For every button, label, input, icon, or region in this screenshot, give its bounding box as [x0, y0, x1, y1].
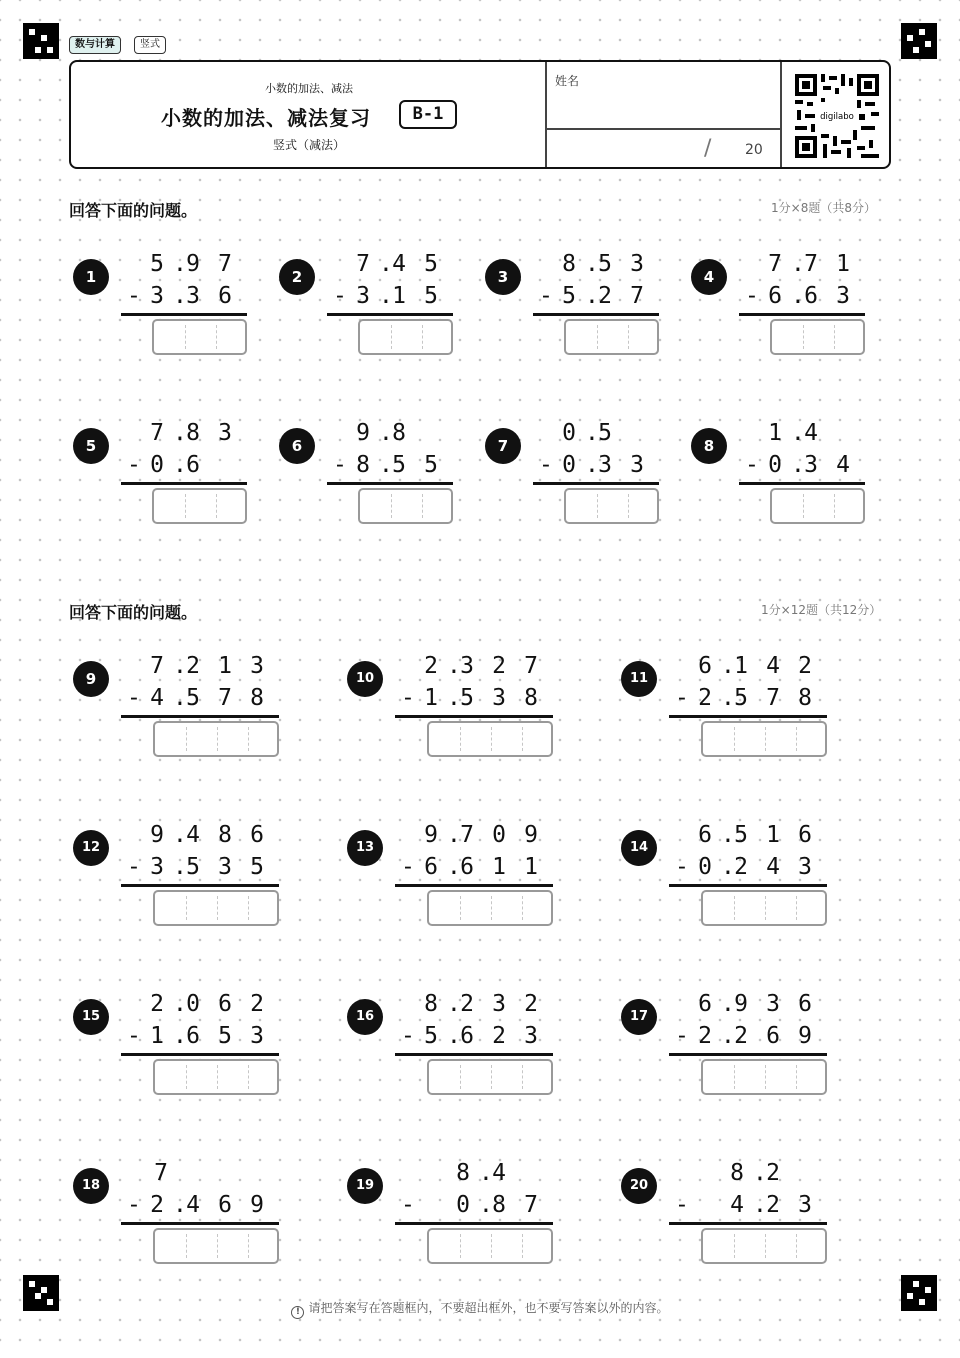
- minus-sign: -: [127, 452, 141, 478]
- minuend: 9 . 8: [356, 420, 406, 446]
- cell-divider: [803, 494, 804, 518]
- minuend: 8 . 5 3: [562, 251, 644, 277]
- problem-number: 12: [73, 830, 109, 866]
- answer-box[interactable]: [427, 1228, 553, 1264]
- answer-box[interactable]: [701, 1059, 827, 1095]
- problem-number: 6: [279, 428, 315, 464]
- minuend: 0 . 5: [562, 420, 612, 446]
- sum-line: [395, 1222, 553, 1225]
- problem-7: [485, 418, 695, 538]
- minus-sign: -: [401, 1023, 415, 1049]
- subtrahend: 3 . 3 6: [150, 283, 232, 309]
- cell-divider: [597, 494, 598, 518]
- minuend: 8 . 2: [730, 1160, 780, 1186]
- sum-line: [739, 313, 865, 316]
- cell-divider: [391, 494, 392, 518]
- subtrahend: 5 . 6 2 3: [424, 1023, 538, 1049]
- answer-box[interactable]: [701, 1228, 827, 1264]
- problem-19: [347, 1158, 557, 1278]
- problem-8: [691, 418, 901, 538]
- problem-11: [621, 651, 831, 771]
- problem-number: 20: [621, 1168, 657, 1204]
- minus-sign: -: [401, 685, 415, 711]
- sum-line: [533, 313, 659, 316]
- corner-marker-top-left: [23, 23, 59, 59]
- minuend: 7 . 4 5: [356, 251, 438, 277]
- problem-6: [279, 418, 489, 538]
- subtrahend: 6 . 6 3: [768, 283, 850, 309]
- worksheet-type: 竖式（减法）: [272, 138, 345, 152]
- minus-sign: -: [745, 283, 759, 309]
- cell-divider: [597, 325, 598, 349]
- subtrahend: 6 . 6 1 1: [424, 854, 538, 880]
- problem-17: [621, 989, 831, 1109]
- qr-code-icon: [795, 74, 879, 158]
- minus-sign: -: [675, 1192, 689, 1218]
- minuend: 7 . 7 1: [768, 251, 850, 277]
- subtrahend: 4 . 5 7 8: [150, 685, 264, 711]
- cell-divider: [522, 727, 523, 751]
- problem-number: 3: [485, 259, 521, 295]
- cell-divider: [248, 727, 249, 751]
- worksheet-header: [69, 60, 891, 169]
- sum-line: [669, 1053, 827, 1056]
- header-subtitle: 小数的加法、减法: [265, 82, 353, 95]
- cell-divider: [796, 727, 797, 751]
- problem-number: 8: [691, 428, 727, 464]
- sum-line: [121, 884, 279, 887]
- answer-box[interactable]: [358, 488, 453, 524]
- problem-5: [73, 418, 283, 538]
- cell-divider: [185, 494, 186, 518]
- cell-divider: [491, 1065, 492, 1089]
- minuend: 9 . 4 8 6: [150, 822, 264, 848]
- header-divider: [780, 62, 782, 167]
- subtrahend: 2 . 2 6 9: [698, 1023, 812, 1049]
- info-icon: !: [291, 1306, 304, 1319]
- cell-divider: [248, 1065, 249, 1089]
- problem-number: 14: [621, 830, 657, 866]
- minus-sign: -: [539, 452, 553, 478]
- subtrahend: 3 . 1 5: [356, 283, 438, 309]
- cell-divider: [522, 1234, 523, 1258]
- minuend: 6 . 1 4 2: [698, 653, 812, 679]
- minuend: 2 . 0 6 2: [150, 991, 264, 1017]
- cell-divider: [186, 1065, 187, 1089]
- answer-box[interactable]: [770, 319, 865, 355]
- problem-number: 9: [73, 661, 109, 697]
- minus-sign: -: [675, 854, 689, 880]
- problem-15: [73, 989, 283, 1109]
- cell-divider: [796, 1234, 797, 1258]
- cell-divider: [491, 1234, 492, 1258]
- cell-divider: [796, 896, 797, 920]
- answer-box[interactable]: [153, 721, 279, 757]
- minuend: 8 . 4: [456, 1160, 506, 1186]
- minus-sign: -: [127, 1192, 141, 1218]
- problem-3: [485, 249, 695, 369]
- sum-line: [395, 1053, 553, 1056]
- minuend: 9 . 7 0 9: [424, 822, 538, 848]
- section-1-title: 回答下面的问题。: [69, 201, 198, 220]
- score-total: 20: [745, 142, 763, 158]
- sum-line: [327, 313, 453, 316]
- subtrahend: 0 . 8 7: [456, 1192, 538, 1218]
- problem-9: [73, 651, 283, 771]
- problem-number: 13: [347, 830, 383, 866]
- minuend: 2 . 3 2 7: [424, 653, 538, 679]
- section-1-score: 1分×8题（共8分）: [771, 201, 876, 215]
- cell-divider: [734, 727, 735, 751]
- minus-sign: -: [745, 452, 759, 478]
- answer-box[interactable]: [153, 890, 279, 926]
- cell-divider: [186, 1234, 187, 1258]
- cell-divider: [217, 1234, 218, 1258]
- minuend: 5 . 9 7: [150, 251, 232, 277]
- answer-box[interactable]: [358, 319, 453, 355]
- problem-number: 17: [621, 999, 657, 1035]
- minus-sign: -: [539, 283, 553, 309]
- level-badge: B-1: [399, 100, 457, 129]
- minus-sign: -: [127, 283, 141, 309]
- minuend: 7 . 2 1 3: [150, 653, 264, 679]
- minus-sign: -: [127, 1023, 141, 1049]
- subtrahend: 0 . 3 3: [562, 452, 644, 478]
- problem-18: [73, 1158, 283, 1278]
- answer-box[interactable]: [152, 319, 247, 355]
- cell-divider: [217, 896, 218, 920]
- problem-number: 15: [73, 999, 109, 1035]
- cell-divider: [834, 325, 835, 349]
- subtrahend: 0 . 2 4 3: [698, 854, 812, 880]
- minuend: 6 . 5 1 6: [698, 822, 812, 848]
- answer-box[interactable]: [153, 1228, 279, 1264]
- problem-13: [347, 820, 557, 940]
- sum-line: [669, 715, 827, 718]
- subtrahend: 8 . 5 5: [356, 452, 438, 478]
- cell-divider: [734, 1065, 735, 1089]
- cell-divider: [186, 727, 187, 751]
- minuend: 7: [154, 1160, 168, 1186]
- answer-box[interactable]: [564, 319, 659, 355]
- cell-divider: [216, 325, 217, 349]
- sum-line: [669, 884, 827, 887]
- cell-divider: [185, 325, 186, 349]
- minus-sign: -: [127, 685, 141, 711]
- subtrahend: 3 . 5 3 5: [150, 854, 264, 880]
- format-tag: 竖式: [134, 36, 166, 54]
- minus-sign: -: [401, 1192, 415, 1218]
- cell-divider: [460, 896, 461, 920]
- problem-number: 2: [279, 259, 315, 295]
- problem-number: 7: [485, 428, 521, 464]
- svg-text:digilabo: digilabo: [820, 112, 854, 122]
- corner-marker-top-right: [901, 23, 937, 59]
- sum-line: [533, 482, 659, 485]
- cell-divider: [248, 896, 249, 920]
- problem-10: [347, 651, 557, 771]
- footer-note: [0, 1299, 960, 1319]
- sum-line: [121, 1222, 279, 1225]
- minuend: 1 . 4: [768, 420, 818, 446]
- minus-sign: -: [127, 854, 141, 880]
- minus-sign: -: [333, 283, 347, 309]
- cell-divider: [460, 1065, 461, 1089]
- cell-divider: [734, 1234, 735, 1258]
- minus-sign: -: [401, 854, 415, 880]
- problem-number: 19: [347, 1168, 383, 1204]
- cell-divider: [765, 1234, 766, 1258]
- sum-line: [739, 482, 865, 485]
- answer-box[interactable]: [701, 721, 827, 757]
- minus-sign: -: [675, 685, 689, 711]
- cell-divider: [216, 494, 217, 518]
- sum-line: [395, 715, 553, 718]
- answer-box[interactable]: [152, 488, 247, 524]
- answer-box[interactable]: [153, 1059, 279, 1095]
- sum-line: [327, 482, 453, 485]
- problem-2: [279, 249, 489, 369]
- problem-number: 1: [73, 259, 109, 295]
- cell-divider: [460, 1234, 461, 1258]
- answer-box[interactable]: [427, 1059, 553, 1095]
- problem-12: [73, 820, 283, 940]
- cell-divider: [422, 494, 423, 518]
- header-divider: [545, 62, 547, 167]
- footer-text: 请把答案写在答题框内，不要超出框外，也不要写答案以外的内容。: [308, 1301, 669, 1315]
- cell-divider: [796, 1065, 797, 1089]
- problem-number: 11: [621, 661, 657, 697]
- problem-number: 16: [347, 999, 383, 1035]
- cell-divider: [491, 896, 492, 920]
- header-divider: [545, 128, 781, 130]
- subtrahend: 0 . 3 4: [768, 452, 850, 478]
- score-slash: /: [704, 136, 712, 161]
- answer-box[interactable]: [427, 890, 553, 926]
- minuend: 8 . 2 3 2: [424, 991, 538, 1017]
- cell-divider: [217, 727, 218, 751]
- answer-box[interactable]: [427, 721, 553, 757]
- cell-divider: [491, 727, 492, 751]
- cell-divider: [422, 325, 423, 349]
- subtrahend: 2 . 4 6 9: [150, 1192, 264, 1218]
- sum-line: [121, 482, 247, 485]
- name-field[interactable]: 姓名: [555, 74, 580, 88]
- cell-divider: [628, 494, 629, 518]
- problem-20: [621, 1158, 831, 1278]
- category-tag: 数与计算: [69, 36, 121, 54]
- sum-line: [121, 1053, 279, 1056]
- cell-divider: [765, 727, 766, 751]
- sum-line: [121, 715, 279, 718]
- cell-divider: [765, 1065, 766, 1089]
- sum-line: [669, 1222, 827, 1225]
- cell-divider: [628, 325, 629, 349]
- answer-box[interactable]: [770, 488, 865, 524]
- answer-box[interactable]: [564, 488, 659, 524]
- subtrahend: 4 . 2 3: [730, 1192, 812, 1218]
- minus-sign: -: [333, 452, 347, 478]
- minus-sign: -: [675, 1023, 689, 1049]
- cell-divider: [391, 325, 392, 349]
- cell-divider: [734, 896, 735, 920]
- cell-divider: [803, 325, 804, 349]
- subtrahend: 2 . 5 7 8: [698, 685, 812, 711]
- cell-divider: [217, 1065, 218, 1089]
- problem-number: 10: [347, 661, 383, 697]
- problem-number: 4: [691, 259, 727, 295]
- subtrahend: 1 . 5 3 8: [424, 685, 538, 711]
- minuend: 6 . 9 3 6: [698, 991, 812, 1017]
- problem-4: [691, 249, 901, 369]
- page-title: 小数的加法、减法复习: [161, 106, 371, 130]
- sum-line: [121, 313, 247, 316]
- subtrahend: 1 . 6 5 3: [150, 1023, 264, 1049]
- problem-number: 5: [73, 428, 109, 464]
- subtrahend: 0 . 6: [150, 452, 200, 478]
- cell-divider: [186, 896, 187, 920]
- minuend: 7 . 8 3: [150, 420, 232, 446]
- problem-16: [347, 989, 557, 1109]
- cell-divider: [522, 1065, 523, 1089]
- cell-divider: [765, 896, 766, 920]
- answer-box[interactable]: [701, 890, 827, 926]
- cell-divider: [522, 896, 523, 920]
- problem-14: [621, 820, 831, 940]
- cell-divider: [248, 1234, 249, 1258]
- sum-line: [395, 884, 553, 887]
- problem-1: [73, 249, 283, 369]
- cell-divider: [834, 494, 835, 518]
- section-2-score: 1分×12题（共12分）: [761, 603, 882, 617]
- section-2-title: 回答下面的问题。: [69, 603, 198, 622]
- cell-divider: [460, 727, 461, 751]
- subtrahend: 5 . 2 7: [562, 283, 644, 309]
- problem-number: 18: [73, 1168, 109, 1204]
